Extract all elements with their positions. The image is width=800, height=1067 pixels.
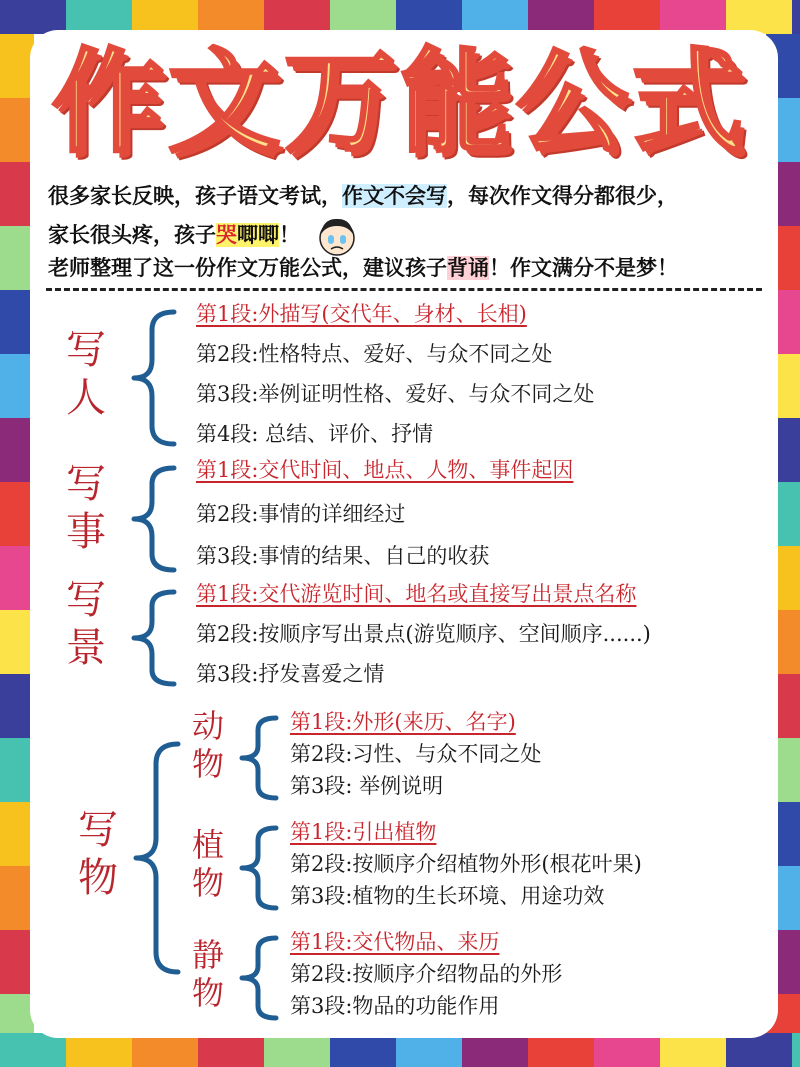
border-tile xyxy=(0,0,66,34)
highlight-text: 背诵 xyxy=(447,256,489,280)
highlight-text: 作文不会写 xyxy=(342,184,447,208)
plant-step-2: 第2段:按顺序介绍植物外形(根花叶果) xyxy=(290,852,642,876)
event-step-3: 第3段:事情的结果、自己的收获 xyxy=(196,544,490,568)
border-tile xyxy=(264,0,330,34)
event-step-2: 第2段:事情的详细经过 xyxy=(196,502,406,526)
person-step-2: 第2段:性格特点、爱好、与众不同之处 xyxy=(196,342,553,366)
border-tile xyxy=(660,0,726,34)
border-tile xyxy=(594,0,660,34)
still-life-step-3: 第3段:物品的功能作用 xyxy=(290,994,500,1018)
event-step-1: 第1段:交代时间、地点、人物、事件起因 xyxy=(196,458,574,482)
border-tile xyxy=(462,1033,528,1067)
plant-step-1: 第1段:引出植物 xyxy=(290,820,437,844)
border-tile xyxy=(528,1033,594,1067)
border-tile xyxy=(396,0,462,34)
border-tile xyxy=(330,0,396,34)
brace-animal xyxy=(238,716,282,800)
person-step-1: 第1段:外描写(交代年、身材、长相) xyxy=(196,302,527,326)
border-tile xyxy=(0,674,34,738)
border-tile xyxy=(0,162,34,226)
border-tile xyxy=(0,738,34,802)
crying-face-icon xyxy=(315,214,359,258)
border-tile xyxy=(0,1033,66,1067)
border-tile xyxy=(0,290,34,354)
subcategory-label-plant: 植物 xyxy=(191,826,224,902)
category-label-scene: 写景 xyxy=(66,577,106,671)
brace-scene xyxy=(130,590,180,686)
animal-step-3: 第3段: 举例说明 xyxy=(290,774,444,798)
person-step-3: 第3段:举例证明性格、爱好、与众不同之处 xyxy=(196,382,595,406)
scene-step-2: 第2段:按顺序写出景点(游览顺序、空间顺序......) xyxy=(196,622,651,646)
border-tile xyxy=(396,1033,462,1067)
brace-still-life xyxy=(238,936,282,1020)
border-tile xyxy=(66,0,132,34)
border-tile xyxy=(0,226,34,290)
border-tile xyxy=(792,1033,800,1067)
page-title: 作文万能公式 xyxy=(52,38,748,168)
subcategory-label-animal: 动物 xyxy=(191,707,224,783)
plant-step-3: 第3段:植物的生长环境、用途功效 xyxy=(290,884,605,908)
brace-person xyxy=(130,310,180,446)
brace-object xyxy=(132,742,186,974)
border-tile xyxy=(726,0,792,34)
highlight-text: 唧唧 xyxy=(237,223,279,247)
still-life-step-1: 第1段:交代物品、来历 xyxy=(290,930,500,954)
border-tile xyxy=(132,0,198,34)
category-label-object: 写物 xyxy=(78,807,118,901)
brace-plant xyxy=(238,826,282,910)
brace-event xyxy=(130,466,180,572)
border-tile xyxy=(66,1033,132,1067)
border-tile xyxy=(0,354,34,418)
border-tile xyxy=(330,1033,396,1067)
border-tile xyxy=(198,1033,264,1067)
animal-step-1: 第1段:外形(来历、名字) xyxy=(290,710,516,734)
still-life-step-2: 第2段:按顺序介绍物品的外形 xyxy=(290,962,563,986)
subcategory-label-still-life: 静物 xyxy=(191,936,224,1012)
border-tile xyxy=(132,1033,198,1067)
border-tile xyxy=(0,546,34,610)
border-tile xyxy=(0,930,34,994)
border-tile xyxy=(198,0,264,34)
border-tile xyxy=(264,1033,330,1067)
category-label-event: 写事 xyxy=(66,461,106,555)
scene-step-3: 第3段:抒发喜爱之情 xyxy=(196,662,385,686)
border-tile xyxy=(0,866,34,930)
highlight-text: 哭 xyxy=(216,223,237,247)
intro-line-2: 家长很头疼，孩子哭唧唧！ xyxy=(48,214,359,258)
border-tile xyxy=(792,0,800,34)
intro-line-1: 很多家长反映，孩子语文考试，作文不会写，每次作文得分都很少， xyxy=(48,184,678,208)
person-step-4: 第4段: 总结、评价、抒情 xyxy=(196,422,434,446)
border-tile xyxy=(0,418,34,482)
border-tile xyxy=(0,610,34,674)
intro-line-3: 老师整理了这一份作文万能公式，建议孩子背诵！作文满分不是梦！ xyxy=(48,256,678,280)
animal-step-2: 第2段:习性、与众不同之处 xyxy=(290,742,542,766)
border-tile xyxy=(0,802,34,866)
scene-step-1: 第1段:交代游览时间、地名或直接写出景点名称 xyxy=(196,582,637,606)
border-tile xyxy=(0,482,34,546)
dashed-divider xyxy=(46,288,762,291)
border-tile xyxy=(594,1033,660,1067)
border-tile xyxy=(660,1033,726,1067)
border-tile xyxy=(726,1033,792,1067)
category-label-person: 写人 xyxy=(66,327,106,421)
border-tile xyxy=(0,994,34,1033)
border-tile xyxy=(462,0,528,34)
border-tile xyxy=(528,0,594,34)
